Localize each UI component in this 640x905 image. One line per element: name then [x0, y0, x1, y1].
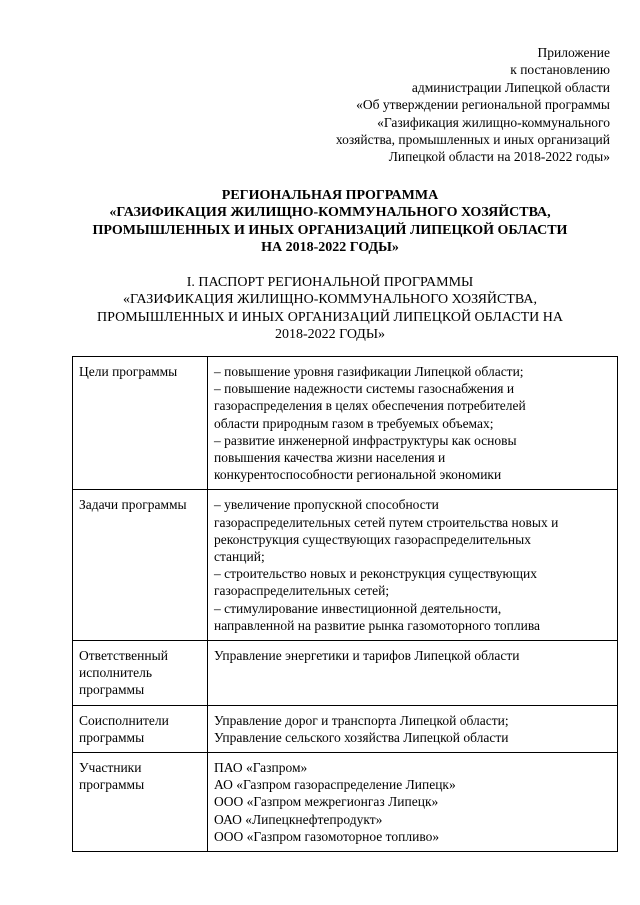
- row-value: [208, 357, 618, 490]
- passport-title-line: ПРОМЫШЛЕННЫХ И ИНЫХ ОРГАНИЗАЦИЙ ЛИПЕЦКОЙ ОБЛАСТИ НА: [97, 309, 563, 325]
- table-row-goals: [73, 357, 618, 490]
- label-line: программы: [79, 682, 145, 698]
- value-line: газораспределения в целях обеспечения потребителей: [214, 398, 526, 414]
- program-title-line: «ГАЗИФИКАЦИЯ ЖИЛИЩНО-КОММУНАЛЬНОГО ХОЗЯЙСТВА,: [109, 205, 551, 221]
- label-line: Участники: [79, 760, 142, 776]
- label-line: Ответственный: [79, 648, 168, 664]
- value-line: – строительство новых и реконструкция существующих: [214, 566, 537, 582]
- value-line: Управление сельского хозяйства Липецкой области: [214, 729, 509, 745]
- appendix-line: хозяйства, промышленных и иных организаций: [335, 132, 610, 148]
- appendix-note: [336, 44, 610, 166]
- label-line: программы: [79, 729, 145, 745]
- passport-title-line: «ГАЗИФИКАЦИЯ ЖИЛИЩНО-КОММУНАЛЬНОГО ХОЗЯЙСТВА,: [122, 292, 538, 308]
- row-label: [73, 490, 208, 641]
- label-line: Цели программы: [79, 364, 178, 379]
- program-title-line: ПРОМЫШЛЕННЫХ И ИНЫХ ОРГАНИЗАЦИЙ ЛИПЕЦКОЙ ОБЛАСТИ: [92, 222, 568, 238]
- value-line: ПАО «Газпром»: [214, 760, 308, 776]
- passport-title: [40, 274, 620, 343]
- appendix-line: к постановлению: [510, 62, 610, 78]
- program-title-line: РЕГИОНАЛЬНАЯ ПРОГРАММА: [221, 188, 439, 203]
- value-line: ООО «Газпром газомоторное топливо»: [214, 828, 440, 844]
- value-line: – увеличение пропускной способности: [214, 497, 439, 513]
- row-value: [208, 641, 618, 706]
- table-row-participants: [73, 753, 618, 852]
- label-line: программы: [79, 777, 145, 793]
- value-line: – стимулирование инвестиционной деятельности,: [214, 600, 502, 616]
- value-line: станций;: [214, 549, 265, 565]
- passport-title-line: I. ПАСПОРТ РЕГИОНАЛЬНОЙ ПРОГРАММЫ: [186, 275, 474, 290]
- value-line: – развитие инженерной инфраструктуры как основы: [214, 432, 517, 448]
- value-line: повышения качества жизни населения и: [214, 450, 446, 466]
- value-line: области природным газом в требуемых объемах;: [214, 415, 494, 431]
- value-line: Управление энергетики и тарифов Липецкой области: [214, 648, 520, 664]
- label-line: Задачи программы: [79, 497, 187, 513]
- value-line: – повышение надежности системы газоснабжения и: [214, 381, 515, 397]
- value-line: ОАО «Липецкнефтепродукт»: [214, 811, 383, 827]
- table-row-tasks: [73, 490, 618, 641]
- table-row-responsible: [73, 641, 618, 706]
- appendix-line: администрации Липецкой области: [411, 79, 610, 95]
- appendix-line: Приложение: [537, 45, 610, 60]
- passport-title-line: 2018-2022 ГОДЫ»: [274, 326, 386, 342]
- row-label: [73, 641, 208, 706]
- row-label: [73, 705, 208, 752]
- program-title-line: НА 2018-2022 ГОДЫ»: [261, 239, 399, 255]
- program-title: [40, 187, 620, 256]
- value-line: направленной на развитие рынка газомоторного топлива: [214, 617, 541, 633]
- value-line: АО «Газпром газораспределение Липецк»: [214, 777, 456, 793]
- value-line: конкурентоспособности региональной экономики: [214, 467, 502, 483]
- value-line: реконструкция существующих газораспределительных: [214, 531, 531, 547]
- row-value: [208, 490, 618, 641]
- value-line: – повышение уровня газификации Липецкой области;: [214, 364, 524, 379]
- appendix-line: «Об утверждении региональной программы: [356, 97, 610, 113]
- value-line: Управление дорог и транспорта Липецкой области;: [214, 712, 509, 728]
- appendix-line: «Газификация жилищно-коммунального: [377, 114, 610, 130]
- appendix-line: Липецкой области на 2018-2022 годы»: [388, 149, 610, 165]
- value-line: газораспределительных сетей;: [214, 583, 390, 599]
- row-label: [73, 753, 208, 852]
- passport-table: [72, 356, 618, 852]
- table-row-coexecutors: [73, 705, 618, 752]
- value-line: газораспределительных сетей путем строительства новых и: [214, 514, 559, 530]
- row-label: [73, 357, 208, 490]
- row-value: [208, 753, 618, 852]
- label-line: исполнитель: [79, 665, 152, 681]
- value-line: ООО «Газпром межрегионгаз Липецк»: [214, 794, 439, 810]
- row-value: [208, 705, 618, 752]
- label-line: Соисполнители: [79, 712, 169, 728]
